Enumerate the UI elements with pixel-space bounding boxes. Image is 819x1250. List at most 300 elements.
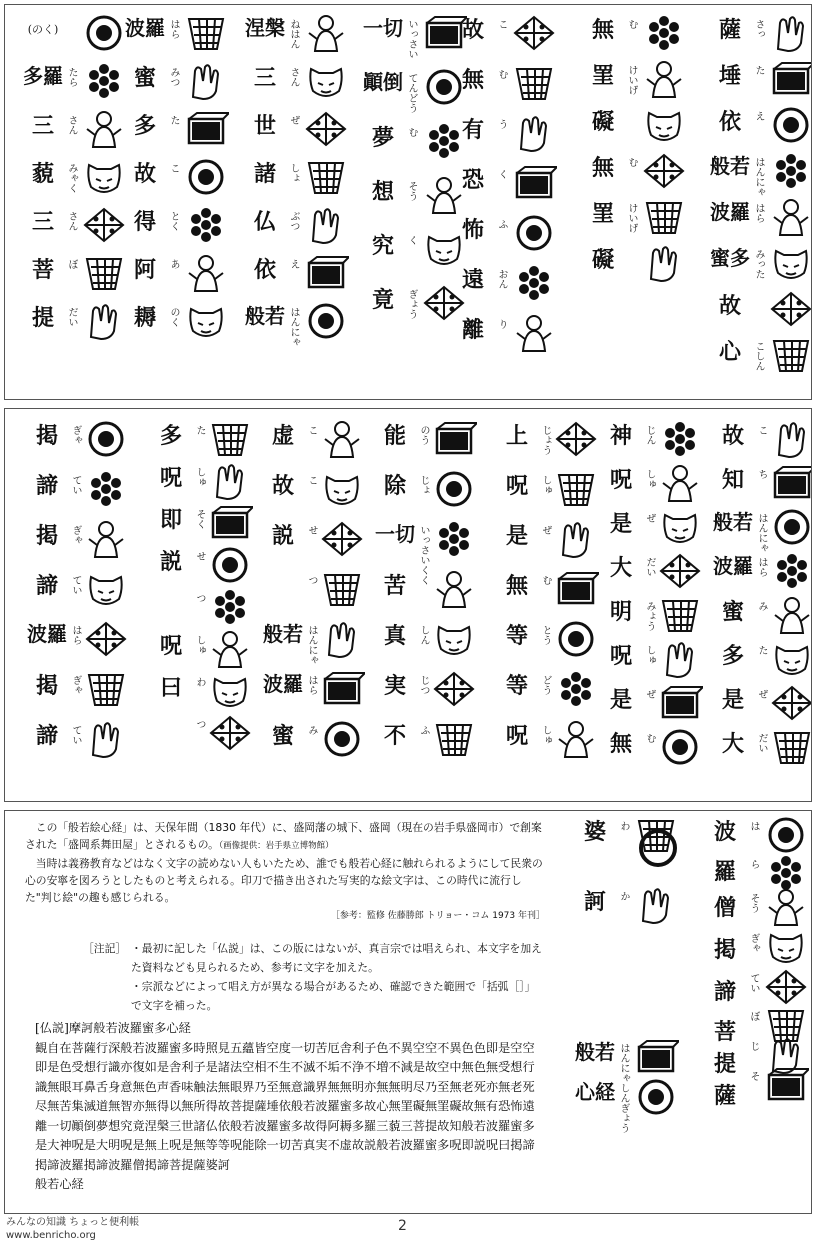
pictograph-icon bbox=[511, 113, 557, 153]
furigana-reading: けいげ bbox=[626, 203, 637, 233]
furigana-reading: こ bbox=[306, 475, 317, 485]
furigana-reading: はら bbox=[756, 557, 767, 577]
sutra-character: 離 bbox=[461, 317, 484, 343]
furigana-reading: く bbox=[496, 169, 507, 179]
sutra-column bbox=[601, 409, 701, 801]
furigana-reading: ぜ bbox=[756, 689, 767, 699]
sutra-character: 不 bbox=[383, 723, 406, 749]
furigana-reading: は bbox=[748, 821, 759, 831]
sutra-character: 礙 bbox=[591, 247, 614, 273]
pictograph-icon bbox=[768, 105, 812, 145]
pictograph-icon bbox=[183, 109, 229, 149]
furigana-reading: はら bbox=[753, 203, 764, 223]
sutra-character: 無 bbox=[591, 17, 614, 43]
sutra-character: 菩 bbox=[713, 1019, 736, 1045]
sutra-character: 薩 bbox=[718, 17, 741, 43]
image-credit: （画像提供：岩手県立博物館） bbox=[218, 841, 334, 851]
sutra-character: 除 bbox=[383, 473, 406, 499]
sutra-character: 般若 bbox=[575, 1040, 615, 1064]
furigana-reading: みゃく bbox=[66, 163, 77, 193]
sutra-character: 呪 bbox=[609, 643, 632, 669]
pictograph-icon bbox=[83, 519, 129, 559]
pictograph-icon bbox=[511, 213, 557, 253]
pictograph-icon bbox=[207, 713, 253, 753]
furigana-reading: く bbox=[418, 575, 429, 585]
sutra-character: 呪 bbox=[159, 465, 182, 491]
pictograph-icon bbox=[207, 629, 253, 669]
furigana-reading: ぜ bbox=[288, 115, 299, 125]
pictograph-icon bbox=[431, 469, 477, 509]
pictograph-icon bbox=[768, 243, 812, 283]
pictograph-icon bbox=[553, 469, 599, 509]
pictograph-icon bbox=[769, 419, 812, 459]
sutra-character: 訶 bbox=[583, 889, 606, 915]
furigana-reading: はら bbox=[168, 19, 179, 39]
furigana-reading: さん bbox=[66, 211, 77, 231]
sutra-column bbox=[713, 409, 812, 801]
sutra-character: 顚倒 bbox=[363, 70, 403, 94]
furigana-reading: え bbox=[753, 111, 764, 121]
furigana-reading: こ bbox=[306, 425, 317, 435]
pictograph-icon bbox=[83, 619, 129, 659]
sutra-character: 掲 bbox=[713, 937, 736, 963]
furigana-reading: わ bbox=[194, 677, 205, 687]
furigana-reading: じょ bbox=[418, 475, 429, 495]
furigana-reading: いっさい bbox=[406, 19, 417, 59]
furigana-reading: ぎゃ bbox=[70, 425, 81, 445]
sutra-character: 波羅 bbox=[27, 622, 67, 646]
sutra-character: 提 bbox=[713, 1051, 736, 1077]
pictograph-icon bbox=[421, 13, 467, 53]
furigana-reading: てい bbox=[70, 725, 81, 745]
furigana-reading: さん bbox=[288, 67, 299, 87]
sutra-character: 説 bbox=[271, 523, 294, 549]
pictograph-icon bbox=[553, 619, 599, 659]
site-url[interactable]: www.benricho.org bbox=[6, 1230, 96, 1241]
furigana-reading: はんにゃ bbox=[756, 513, 767, 553]
furigana-reading: ぎゃ bbox=[70, 675, 81, 695]
pictograph-icon bbox=[303, 253, 349, 293]
pictograph-icon bbox=[303, 157, 349, 197]
sutra-character: 多羅 bbox=[23, 64, 63, 88]
pictograph-icon bbox=[431, 519, 477, 559]
pictograph-icon bbox=[83, 569, 129, 609]
sutra-character: 掲 bbox=[35, 673, 58, 699]
sutra-character: 知 bbox=[721, 467, 744, 493]
furigana-reading: ふ bbox=[418, 725, 429, 735]
sutra-column bbox=[453, 5, 553, 399]
sutra-character: 波 bbox=[713, 819, 736, 845]
sutra-character: 波羅 bbox=[263, 672, 303, 696]
sutra-column bbox=[245, 5, 345, 399]
furigana-reading: た bbox=[168, 115, 179, 125]
sutra-character: 得 bbox=[133, 209, 156, 235]
sutra-character: 遠 bbox=[461, 267, 484, 293]
furigana-reading: しゅ bbox=[540, 475, 551, 495]
pictograph-icon bbox=[769, 683, 812, 723]
pictograph-icon bbox=[421, 67, 467, 107]
sutra-character: 諦 bbox=[35, 473, 58, 499]
pictograph-icon bbox=[207, 461, 253, 501]
furigana-reading: じ bbox=[748, 1041, 759, 1051]
pictograph-icon bbox=[768, 151, 812, 191]
sutra-character: 無 bbox=[609, 731, 632, 757]
pictograph-icon bbox=[207, 419, 253, 459]
picture-sutra-panel-1 bbox=[4, 4, 812, 400]
sutra-character: 般若 bbox=[263, 622, 303, 646]
sutra-character: 夢 bbox=[371, 125, 394, 151]
furigana-reading: だい bbox=[66, 307, 77, 327]
furigana-reading: たら bbox=[66, 67, 77, 87]
pictograph-icon bbox=[769, 507, 812, 547]
sutra-character: 故 bbox=[718, 293, 741, 319]
sutra-column bbox=[583, 5, 683, 399]
sutra-character: 上 bbox=[505, 423, 528, 449]
pictograph-icon bbox=[768, 197, 812, 237]
furigana-reading: はんにゃ bbox=[288, 307, 299, 347]
sutra-character: 蜜 bbox=[133, 65, 156, 91]
pictograph-icon bbox=[553, 719, 599, 759]
furigana-reading: か bbox=[618, 891, 629, 901]
furigana-reading: む bbox=[626, 19, 637, 29]
pictograph-icon bbox=[553, 669, 599, 709]
sutra-character: 想 bbox=[371, 179, 394, 205]
sutra-character: 多 bbox=[133, 113, 156, 139]
sutra-character: 仏 bbox=[253, 209, 276, 235]
furigana-reading: とう bbox=[540, 625, 551, 645]
furigana-reading: だい bbox=[756, 733, 767, 753]
pictograph-icon bbox=[183, 205, 229, 245]
sutra-character: 無 bbox=[591, 155, 614, 181]
furigana-reading: けいげ bbox=[626, 65, 637, 95]
sutra-character: 蜜 bbox=[271, 723, 294, 749]
sutra-character: 阿 bbox=[133, 257, 156, 283]
furigana-reading: さん bbox=[66, 115, 77, 135]
sutra-character: 呪 bbox=[159, 633, 182, 659]
pictograph-icon bbox=[319, 469, 365, 509]
pictograph-icon bbox=[763, 887, 809, 927]
pictograph-icon bbox=[431, 569, 477, 609]
furigana-reading: ぎょう bbox=[406, 289, 417, 319]
sutra-character: 無 bbox=[461, 67, 484, 93]
sutra-character: 等 bbox=[505, 623, 528, 649]
sutra-character: 薩 bbox=[713, 1083, 736, 1109]
sutra-column bbox=[125, 5, 225, 399]
pictograph-icon bbox=[303, 13, 349, 53]
pictograph-icon bbox=[431, 669, 477, 709]
furigana-reading: ねはん bbox=[288, 19, 299, 49]
sutra-character: 藐 bbox=[31, 161, 54, 187]
furigana-reading: そ bbox=[748, 1071, 759, 1081]
sutra-column bbox=[497, 409, 597, 801]
sutra-character: 三 bbox=[31, 113, 54, 139]
pictograph-icon bbox=[553, 419, 599, 459]
pictograph-icon bbox=[511, 313, 557, 353]
sutra-character: (のく) bbox=[27, 23, 59, 36]
sutra-column bbox=[575, 811, 675, 1213]
sutra-character: 真 bbox=[383, 623, 406, 649]
pictograph-icon bbox=[183, 301, 229, 341]
sutra-character: 能 bbox=[383, 423, 406, 449]
furigana-reading: む bbox=[626, 157, 637, 167]
furigana-reading: わ bbox=[618, 821, 629, 831]
furigana-reading: しゅ bbox=[540, 725, 551, 745]
sutra-character: 心経 bbox=[575, 1080, 615, 1104]
pictograph-icon bbox=[633, 1037, 679, 1077]
furigana-reading: おん bbox=[496, 269, 507, 289]
sutra-character: 説 bbox=[159, 549, 182, 575]
sutra-character: 蜜 bbox=[721, 599, 744, 625]
furigana-reading: しゅ bbox=[644, 469, 655, 489]
pictograph-icon bbox=[319, 519, 365, 559]
sutra-character: 曰 bbox=[159, 675, 182, 701]
furigana-reading: む bbox=[496, 69, 507, 79]
sutra-character: 是 bbox=[505, 523, 528, 549]
pictograph-icon bbox=[657, 727, 703, 767]
furigana-reading: く bbox=[406, 235, 417, 245]
pictograph-icon bbox=[83, 719, 129, 759]
full-sutra-text bbox=[35, 1019, 545, 1195]
sutra-character: 一切 bbox=[375, 522, 415, 546]
pictograph-icon bbox=[763, 927, 809, 967]
furigana-reading: じつ bbox=[418, 675, 429, 695]
pictograph-icon bbox=[511, 263, 557, 303]
pictograph-icon bbox=[768, 59, 812, 99]
furigana-reading: のう bbox=[418, 425, 429, 445]
furigana-reading: しんぎょう bbox=[618, 1083, 629, 1133]
sutra-character: 心 bbox=[718, 339, 741, 365]
furigana-reading: ぜ bbox=[540, 525, 551, 535]
sutra-character: 故 bbox=[133, 161, 156, 187]
sutra-character: 虚 bbox=[271, 423, 294, 449]
sutra-character: 波羅 bbox=[710, 200, 750, 224]
sutra-column bbox=[705, 811, 805, 1213]
pictograph-icon bbox=[207, 545, 253, 585]
furigana-reading: はんにゃ bbox=[306, 625, 317, 665]
pictograph-icon bbox=[769, 727, 812, 767]
sutra-character: 究 bbox=[371, 233, 394, 259]
furigana-reading: む bbox=[406, 127, 417, 137]
furigana-reading: てんどう bbox=[406, 73, 417, 113]
reference-line: ［参考：監修 佐藤勝郎 トリョー・コム 1973 年刊］ bbox=[330, 911, 545, 921]
furigana-reading: てい bbox=[748, 973, 759, 993]
furigana-reading: どう bbox=[540, 675, 551, 695]
sutra-character: 故 bbox=[461, 17, 484, 43]
pictograph-icon bbox=[431, 419, 477, 459]
furigana-reading: ち bbox=[756, 469, 767, 479]
pictograph-icon bbox=[657, 463, 703, 503]
pictograph-icon bbox=[207, 671, 253, 711]
full-sutra-body: 観自在菩薩行深般若波羅蜜多時照見五蘊皆空度一切苦厄舎利子色不異空空不異色色即是空空即是色受想行識亦復如是舎利子是諸法空相不生不滅不垢不浄不増不減是故空中無色無受想行識無眼耳鼻舌身意無色声香味触法無眼界乃至無意識界無無明亦無無明尽乃至無老死亦無老死尽無苦集滅道無智亦無得以無所得故菩提薩埵依般若波羅蜜多故心無罣礙無罣礙故無有恐怖遠離一切顚倒夢想究竟涅槃三世諸仏依般若波羅蜜多故得阿耨多羅三藐三菩提故知般若波羅蜜多是大神呪是大明呪是無上呪是無等等呪能除一切苦真実不虚故説般若波羅蜜多呪即説呪曰掲諦掲諦波羅掲諦波羅僧掲諦菩提薩婆訶 bbox=[35, 1040, 535, 1172]
note-item-2: ・宗派などによって唱え方が異なる場合があるため、確認できた範囲で「括弧［］」で文字を補った。 bbox=[131, 980, 536, 1012]
furigana-reading: こしん bbox=[753, 341, 764, 371]
sutra-character: 是 bbox=[609, 687, 632, 713]
sutra-character: 大 bbox=[721, 731, 744, 757]
intro-paragraph-2: 当時は義務教育などはなく文字の読めない人もいたため、誰でも般若心経に触れられるようにして民衆の心の安寧を図ろうとしたものと考えられる。印刀で描き出された写実的な絵文字は、この時代に流行した"判じ絵"の趣も感じられる。 bbox=[25, 857, 543, 904]
pictograph-icon bbox=[303, 301, 349, 341]
pictograph-icon bbox=[633, 885, 679, 925]
sutra-character: 神 bbox=[609, 423, 632, 449]
furigana-reading: あ bbox=[168, 259, 179, 269]
pictograph-icon bbox=[657, 419, 703, 459]
sutra-character: 耨 bbox=[133, 305, 156, 331]
sutra-character: 諸 bbox=[253, 161, 276, 187]
intro-paragraph-1: この「般若絵心経」は、天保年間（1830 年代）に、盛岡藩の城下、盛岡（現在の岩手県盛岡市）で創案された「盛岡系舞田屋」とされるもの。 bbox=[25, 821, 542, 851]
pictograph-icon bbox=[641, 13, 687, 53]
pictograph-icon bbox=[421, 283, 467, 323]
furigana-reading: せ bbox=[194, 551, 205, 561]
sutra-column bbox=[375, 409, 475, 801]
sutra-character: 明 bbox=[609, 599, 632, 625]
furigana-reading: ら bbox=[748, 859, 759, 869]
pictograph-icon bbox=[319, 669, 365, 709]
furigana-reading: り bbox=[496, 319, 507, 329]
pictograph-icon bbox=[769, 639, 812, 679]
furigana-reading: こ bbox=[756, 425, 767, 435]
pictograph-icon bbox=[641, 243, 687, 283]
furigana-reading: む bbox=[644, 733, 655, 743]
furigana-reading: のく bbox=[168, 307, 179, 327]
sutra-character: 故 bbox=[271, 473, 294, 499]
furigana-reading: みつ bbox=[168, 67, 179, 87]
sutra-character: 般若 bbox=[710, 154, 750, 178]
furigana-reading: た bbox=[194, 425, 205, 435]
pictograph-icon bbox=[511, 63, 557, 103]
pictograph-icon bbox=[763, 1065, 809, 1105]
pictograph-icon bbox=[81, 205, 127, 245]
furigana-reading: む bbox=[540, 575, 551, 585]
furigana-reading: つ bbox=[194, 593, 205, 603]
furigana-reading: はんにゃ bbox=[753, 157, 764, 197]
furigana-reading: とく bbox=[168, 211, 179, 231]
pictograph-icon bbox=[81, 253, 127, 293]
furigana-reading: しゅ bbox=[644, 645, 655, 665]
pictograph-icon bbox=[319, 719, 365, 759]
sutra-character: 依 bbox=[253, 257, 276, 283]
pictograph-icon bbox=[657, 507, 703, 547]
sutra-character: 婆 bbox=[583, 819, 606, 845]
pictograph-icon bbox=[421, 121, 467, 161]
furigana-reading: しゅ bbox=[194, 467, 205, 487]
explanation-panel bbox=[4, 810, 812, 1214]
sutra-character: 有 bbox=[461, 117, 484, 143]
pictograph-icon bbox=[183, 253, 229, 293]
pictograph-icon bbox=[657, 639, 703, 679]
sutra-character: 故 bbox=[721, 423, 744, 449]
furigana-reading: みった bbox=[753, 249, 764, 279]
pictograph-icon bbox=[303, 109, 349, 149]
furigana-reading: はんにゃ bbox=[618, 1043, 629, 1083]
explanation-text bbox=[25, 819, 545, 925]
pictograph-icon bbox=[183, 157, 229, 197]
furigana-reading: ぼ bbox=[66, 259, 77, 269]
pictograph-icon bbox=[303, 61, 349, 101]
note-item-1: ・最初に記した「仏説」は、この版にはないが、真言宗では唱えられ、本文字を加えた資料なども見られるため、参考に文字を加えた。 bbox=[131, 942, 542, 974]
sutra-character: 等 bbox=[505, 673, 528, 699]
pictograph-icon bbox=[657, 551, 703, 591]
furigana-reading: そう bbox=[406, 181, 417, 201]
sutra-character: 是 bbox=[721, 687, 744, 713]
pictograph-icon bbox=[207, 503, 253, 543]
pictograph-icon bbox=[83, 669, 129, 709]
sutra-character: 恐 bbox=[461, 167, 484, 193]
full-sutra-end: 般若心経 bbox=[35, 1177, 84, 1191]
pictograph-icon bbox=[183, 13, 229, 53]
pictograph-icon bbox=[769, 551, 812, 591]
furigana-reading: み bbox=[756, 601, 767, 611]
sutra-column bbox=[27, 409, 127, 801]
sutra-character: 掲 bbox=[35, 423, 58, 449]
pictograph-icon bbox=[207, 587, 253, 627]
furigana-reading: てい bbox=[70, 475, 81, 495]
pictograph-icon bbox=[641, 59, 687, 99]
sutra-character: 提 bbox=[31, 305, 54, 331]
furigana-reading: た bbox=[753, 65, 764, 75]
sutra-character: 無 bbox=[505, 573, 528, 599]
furigana-reading: みょう bbox=[644, 601, 655, 631]
furigana-reading: こ bbox=[168, 163, 179, 173]
furigana-reading: しょ bbox=[288, 163, 299, 183]
furigana-reading: ぼ bbox=[748, 1011, 759, 1021]
picture-sutra-panel-2 bbox=[4, 408, 812, 802]
sutra-character: 呪 bbox=[505, 723, 528, 749]
pictograph-icon bbox=[633, 1077, 679, 1117]
pictograph-icon bbox=[81, 13, 127, 53]
sutra-column bbox=[151, 409, 251, 801]
furigana-reading: てい bbox=[70, 575, 81, 595]
sutra-character: 呪 bbox=[505, 473, 528, 499]
pictograph-icon bbox=[431, 719, 477, 759]
sutra-character: 一切 bbox=[363, 16, 403, 40]
sutra-column bbox=[23, 5, 123, 399]
notes-block bbox=[83, 939, 545, 1015]
full-sutra-title: [仏説]摩訶般若波羅蜜多心経 bbox=[35, 1021, 191, 1035]
sutra-character: 波羅 bbox=[713, 554, 753, 578]
sutra-character: 即 bbox=[159, 507, 182, 533]
pictograph-icon bbox=[553, 519, 599, 559]
sutra-character: 諦 bbox=[35, 573, 58, 599]
ring-icon bbox=[635, 825, 681, 871]
pictograph-icon bbox=[553, 569, 599, 609]
furigana-reading: しん bbox=[418, 625, 429, 645]
furigana-reading: じん bbox=[644, 425, 655, 445]
sutra-character: 礙 bbox=[591, 109, 614, 135]
furigana-reading: だい bbox=[644, 557, 655, 577]
furigana-reading: つ bbox=[306, 575, 317, 585]
sutra-character: 蜜多 bbox=[710, 246, 750, 270]
pictograph-icon bbox=[81, 61, 127, 101]
sutra-character: 罣 bbox=[591, 63, 614, 89]
sutra-character: 諦 bbox=[35, 723, 58, 749]
pictograph-icon bbox=[81, 301, 127, 341]
pictograph-icon bbox=[319, 419, 365, 459]
sutra-character: 僧 bbox=[713, 895, 736, 921]
pictograph-icon bbox=[763, 815, 809, 855]
furigana-reading: ぜ bbox=[644, 689, 655, 699]
pictograph-icon bbox=[303, 205, 349, 245]
pictograph-icon bbox=[641, 151, 687, 191]
pictograph-icon bbox=[768, 335, 812, 375]
sutra-character: 多 bbox=[159, 423, 182, 449]
sutra-character: 是 bbox=[609, 511, 632, 537]
sutra-character: 菩 bbox=[31, 257, 54, 283]
pictograph-icon bbox=[319, 569, 365, 609]
sutra-character: 竟 bbox=[371, 287, 394, 313]
sutra-character: 苦 bbox=[383, 573, 406, 599]
sutra-column bbox=[710, 5, 810, 399]
furigana-reading: ぎゃ bbox=[748, 933, 759, 953]
sutra-character: 罣 bbox=[591, 201, 614, 227]
